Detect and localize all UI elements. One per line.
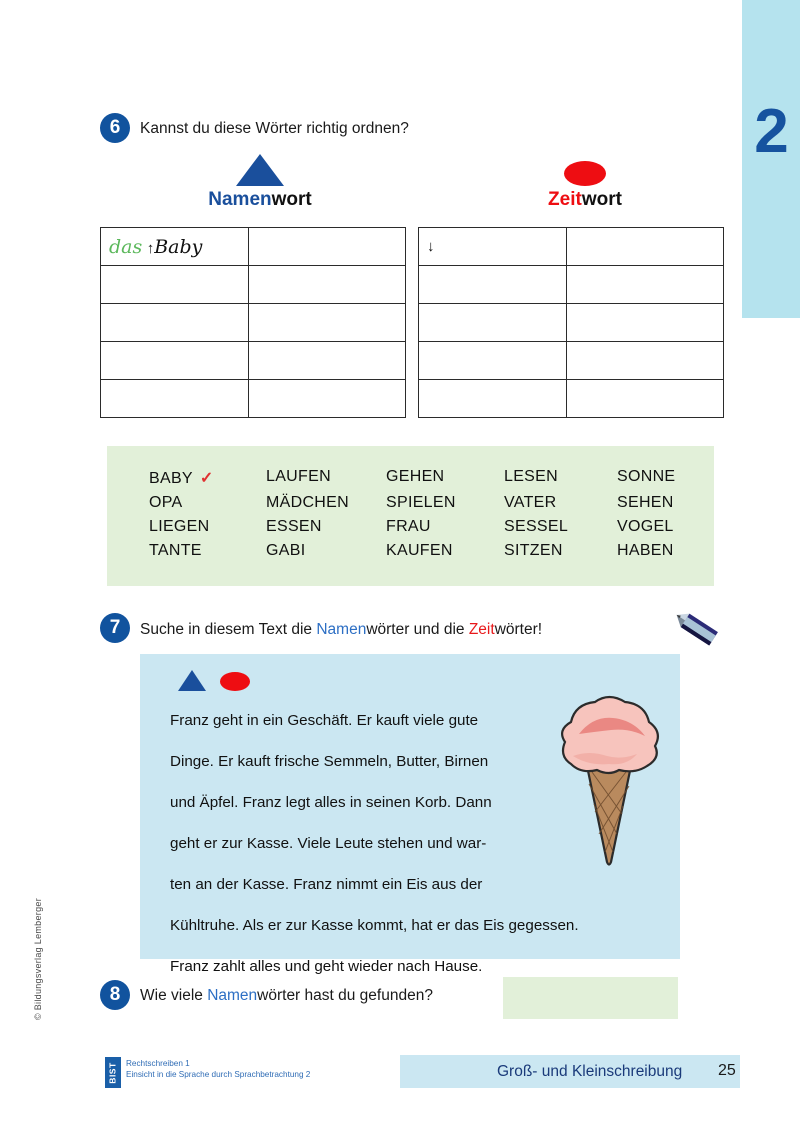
table-row bbox=[101, 304, 406, 342]
word-bank-item[interactable]: SPIELEN bbox=[386, 494, 456, 511]
table-row bbox=[101, 342, 406, 380]
word-bank-item[interactable]: ESSEN bbox=[266, 518, 322, 535]
table-row bbox=[101, 266, 406, 304]
word-bank-item[interactable]: LIEGEN bbox=[149, 518, 210, 535]
word-bank-item[interactable]: FRAU bbox=[386, 518, 431, 535]
namenwort-table bbox=[100, 227, 406, 418]
word-bank-item[interactable]: LAUFEN bbox=[266, 468, 331, 485]
zeitwort-cell-empty[interactable] bbox=[567, 342, 724, 380]
reading-text bbox=[170, 700, 610, 987]
word-label: BABY bbox=[149, 470, 193, 487]
q8-part1: Wie viele bbox=[140, 987, 208, 1004]
word-bank-item[interactable]: VOGEL bbox=[617, 518, 674, 535]
ellipse-icon bbox=[220, 672, 250, 691]
table-row bbox=[101, 380, 406, 418]
zeitwort-cell-empty[interactable] bbox=[419, 304, 567, 342]
namenwort-cell-empty[interactable] bbox=[249, 342, 406, 380]
text-line: ten an der Kasse. Franz nimmt ein Eis aus der bbox=[170, 876, 483, 893]
bist-badge bbox=[105, 1057, 121, 1088]
table-row bbox=[419, 380, 724, 418]
pencil-icon bbox=[668, 608, 724, 654]
zeitwort-cell-empty[interactable] bbox=[419, 342, 567, 380]
q8-part2: wörter hast du gefunden? bbox=[257, 987, 433, 1004]
zeitwort-cell-empty[interactable] bbox=[567, 380, 724, 418]
text-line: geht er zur Kasse. Viele Leute stehen und war- bbox=[170, 835, 487, 852]
namenwort-label-plain: wort bbox=[271, 189, 312, 210]
namenwort-cell-empty[interactable] bbox=[101, 304, 249, 342]
namenwort-header bbox=[175, 152, 345, 211]
copyright-text: © Bildungsverlag Lemberger bbox=[33, 898, 43, 1020]
arrow-up-icon: ↑ bbox=[146, 239, 155, 257]
q7-part2: wörter und die bbox=[366, 621, 469, 638]
ellipse-icon bbox=[564, 161, 606, 186]
namenwort-cell-filled[interactable] bbox=[101, 228, 249, 266]
word-bank-item[interactable]: TANTE bbox=[149, 542, 202, 559]
namenwort-label-colored: Namen bbox=[208, 189, 272, 210]
namenwort-cell-empty[interactable] bbox=[101, 342, 249, 380]
exercise-7-question bbox=[140, 621, 542, 639]
word-bank-item[interactable] bbox=[149, 468, 266, 488]
text-line: Franz geht in ein Geschäft. Er kauft viele gute bbox=[170, 712, 479, 729]
zeitwort-cell-empty[interactable] bbox=[567, 228, 724, 266]
bist-label: BIST bbox=[108, 1061, 118, 1084]
q8-blue: Namen bbox=[207, 987, 258, 1004]
namenwort-label bbox=[175, 189, 345, 211]
table-row bbox=[419, 304, 724, 342]
triangle-icon-wrap bbox=[175, 152, 345, 186]
zeitwort-cell-arrow[interactable] bbox=[419, 228, 567, 266]
zeitwort-cell-empty[interactable] bbox=[567, 266, 724, 304]
word-bank-item[interactable]: SESSEL bbox=[504, 518, 569, 535]
word-bank-item[interactable]: OPA bbox=[149, 494, 183, 511]
text-line: und Äpfel. Franz legt alles in seinen Korb. Dann bbox=[170, 794, 492, 811]
text-line: Franz zahlt alles und geht wieder nach Hause. bbox=[170, 958, 483, 975]
word-baby: Baby bbox=[154, 235, 203, 258]
page-number: 25 bbox=[718, 1062, 736, 1079]
check-icon: ✓ bbox=[199, 470, 214, 487]
arrow-down-icon: ↓ bbox=[427, 237, 435, 255]
namenwort-cell-empty[interactable] bbox=[101, 266, 249, 304]
zeitwort-label-colored: Zeit bbox=[548, 189, 582, 210]
word-bank-grid bbox=[107, 446, 714, 580]
q7-part1: Suche in diesem Text die bbox=[140, 621, 317, 638]
answer-input-box[interactable] bbox=[503, 977, 678, 1019]
article-das: das bbox=[109, 235, 143, 258]
word-bank-item[interactable]: SONNE bbox=[617, 468, 676, 485]
chapter-number: 2 bbox=[754, 97, 788, 166]
zeitwort-label-plain: wort bbox=[581, 189, 622, 210]
zeitwort-table bbox=[418, 227, 724, 418]
table-row bbox=[419, 266, 724, 304]
table-row bbox=[419, 228, 724, 266]
exercise-6-question: Kannst du diese Wörter richtig ordnen? bbox=[140, 120, 409, 137]
word-bank-item[interactable]: LESEN bbox=[504, 468, 558, 485]
q7-blue: Namen bbox=[316, 621, 367, 638]
namenwort-cell-empty[interactable] bbox=[249, 304, 406, 342]
footer-title: Groß- und Kleinschreibung bbox=[497, 1063, 683, 1080]
word-bank-item[interactable]: GEHEN bbox=[386, 468, 445, 485]
triangle-icon bbox=[178, 670, 206, 691]
word-bank-item[interactable]: GABI bbox=[266, 542, 306, 559]
text-line: Kühltruhe. Als er zur Kasse kommt, hat er das Eis gegessen. bbox=[170, 917, 579, 934]
text-line: Dinge. Er kauft frische Semmeln, Butter, Birnen bbox=[170, 753, 489, 770]
footer-line-1: Rechtschreiben 1 bbox=[126, 1059, 190, 1068]
namenwort-cell-empty[interactable] bbox=[101, 380, 249, 418]
word-bank-item[interactable]: SITZEN bbox=[504, 542, 563, 559]
exercise-7-badge: 7 bbox=[100, 613, 130, 643]
word-bank-item[interactable]: MÄDCHEN bbox=[266, 494, 349, 511]
namenwort-cell-empty[interactable] bbox=[249, 266, 406, 304]
word-bank bbox=[107, 446, 714, 586]
table-row bbox=[419, 342, 724, 380]
namenwort-cell-empty[interactable] bbox=[249, 380, 406, 418]
word-bank-item[interactable]: KAUFEN bbox=[386, 542, 453, 559]
table-row bbox=[101, 228, 406, 266]
zeitwort-header bbox=[500, 152, 670, 211]
zeitwort-label bbox=[500, 189, 670, 211]
q7-red: Zeit bbox=[468, 621, 495, 638]
ellipse-icon-wrap bbox=[500, 152, 670, 186]
exercise-6-badge: 6 bbox=[100, 113, 130, 143]
zeitwort-cell-empty[interactable] bbox=[419, 266, 567, 304]
zeitwort-cell-empty[interactable] bbox=[419, 380, 567, 418]
word-bank-item[interactable]: VATER bbox=[504, 494, 557, 511]
word-bank-item[interactable]: SEHEN bbox=[617, 494, 674, 511]
q7-part3: wörter! bbox=[494, 621, 543, 638]
footer-line-2: Einsicht in die Sprache durch Sprachbetrachtung 2 bbox=[126, 1070, 311, 1079]
ice-cream-cone-icon bbox=[549, 694, 669, 869]
namenwort-cell-empty[interactable] bbox=[249, 228, 406, 266]
exercise-8-badge: 8 bbox=[100, 980, 130, 1010]
word-bank-item[interactable]: HABEN bbox=[617, 542, 674, 559]
exercise-8-question bbox=[140, 987, 433, 1005]
zeitwort-cell-empty[interactable] bbox=[567, 304, 724, 342]
panel-markers bbox=[178, 670, 250, 691]
chapter-tab bbox=[742, 0, 800, 318]
triangle-icon bbox=[236, 154, 284, 186]
